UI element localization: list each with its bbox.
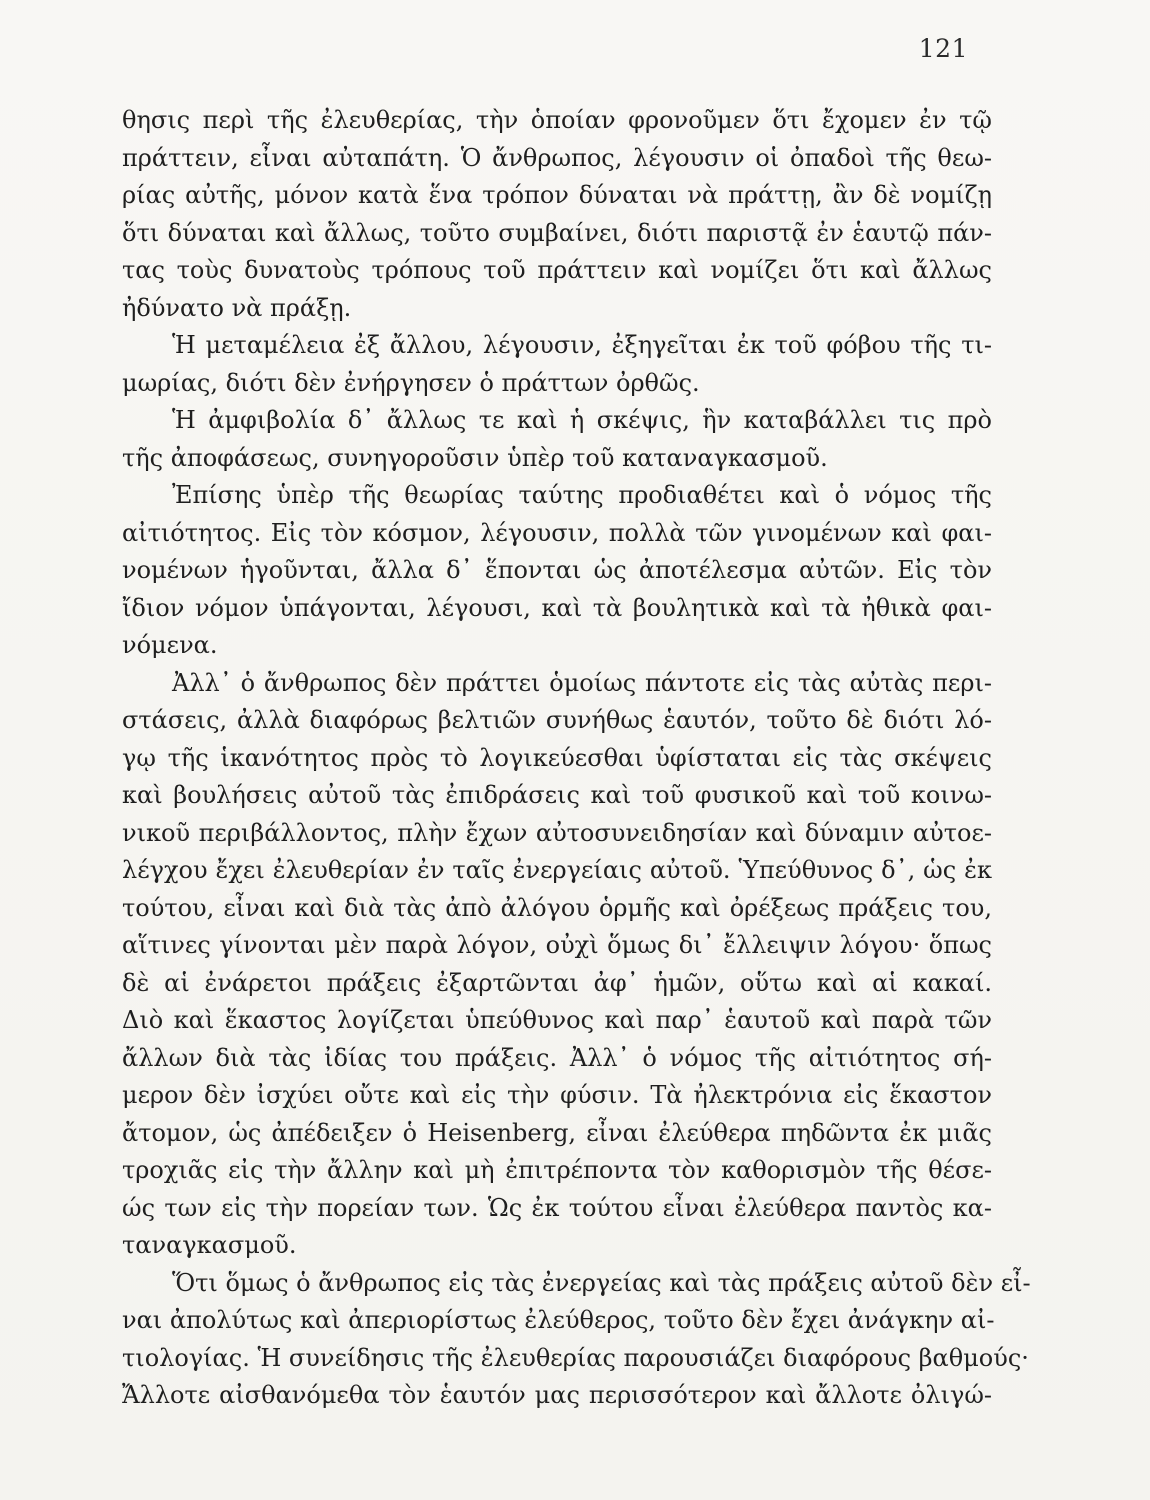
text-line: ὅτι δύναται καὶ ἄλλως, τοῦτο συμβαίνει, διότι παριστᾷ ἐν ἑαυτῷ πάν-	[122, 218, 992, 247]
text-line: πράττειν, εἶναι αὐταπάτη. Ὁ ἄνθρωπος, λέγουσιν οἱ ὀπαδοὶ τῆς θεω-	[122, 143, 992, 172]
text-line: γῳ τῆς ἱκανότητος πρὸς τὸ λογικεύεσθαι ὑφίσταται εἰς τὰς σκέψεις	[122, 743, 992, 772]
text-line: τῆς ἀποφάσεως, συνηγοροῦσιν ὑπὲρ τοῦ καταναγκασμοῦ.	[122, 443, 828, 472]
text-line: καὶ βουλήσεις αὐτοῦ τὰς ἐπιδράσεις καὶ τοῦ φυσικοῦ καὶ τοῦ κοινω-	[122, 781, 992, 809]
text-line: ἄλλων διὰ τὰς ἰδίας του πράξεις. Ἀλλ᾽ ὁ νόμος τῆς αἰτιότητος σή-	[122, 1043, 992, 1072]
text-line: τροχιᾶς εἰς τὴν ἄλλην καὶ μὴ ἐπιτρέποντα τὸν καθορισμὸν τῆς θέσε-	[122, 1156, 992, 1184]
text-line: Ἡ μεταμέλεια ἐξ ἄλλου, λέγουσιν, ἐξηγεῖται ἐκ τοῦ φόβου τῆς τι-	[172, 331, 992, 359]
text-line: νομένων ἡγοῦνται, ἄλλα δ᾽ ἕπονται ὡς ἀποτέλεσμα αὐτῶν. Εἰς τὸν	[122, 556, 992, 584]
text-line: δὲ αἱ ἐνάρετοι πράξεις ἐξαρτῶνται ἀφ᾽ ἡμῶν, οὕτω καὶ αἱ κακαί.	[122, 968, 992, 997]
page-number: 121	[918, 34, 968, 63]
text-line: στάσεις, ἀλλὰ διαφόρως βελτιῶν συνήθως ἑαυτόν, τοῦτο δὲ διότι λό-	[122, 706, 992, 734]
text-line: Ἡ ἀμφιβολία δ᾽ ἄλλως τε καὶ ἡ σκέψις, ἣν καταβάλλει τις πρὸ	[172, 406, 992, 434]
text-line: νόμενα.	[122, 631, 218, 659]
text-line: ώς των εἰς τὴν πορείαν των. Ὡς ἐκ τούτου εἶναι ἐλεύθερα παντὸς κα-	[122, 1193, 992, 1222]
text-line: Ὅτι ὅμως ὁ ἄνθρωπος εἰς τὰς ἐνεργείας καὶ τὰς πράξεις αὐτοῦ δὲν εἶ-	[172, 1268, 1031, 1297]
text-line: Ἄλλοτε αἰσθανόμεθα τὸν ἑαυτόν μας περισσότερον καὶ ἄλλοτε ὀλιγώ-	[122, 1381, 992, 1409]
text-line: ἄτομον, ὡς ἀπέδειξεν ὁ Heisenberg, εἶναι ἐλεύθερα πηδῶντα ἐκ μιᾶς	[122, 1118, 992, 1147]
text-line: τας τοὺς δυνατοὺς τρόπους τοῦ πράττειν καὶ νομίζει ὅτι καὶ ἄλλως	[122, 256, 992, 284]
text-line: ναι ἀπολύτως καὶ ἀπεριορίστως ἐλεύθερος, τοῦτο δὲν ἔχει ἀνάγκην αἰ-	[122, 1306, 995, 1334]
text-line: τούτου, εἶναι καὶ διὰ τὰς ἀπὸ ἀλόγου ὁρμῆς καὶ ὀρέξεως πράξεις του,	[122, 893, 992, 922]
text-line: μωρίας, διότι δὲν ἐνήργησεν ὁ πράττων ὀρθῶς.	[122, 368, 700, 397]
text-line: θησις περὶ τῆς ἐλευθερίας, τὴν ὁποίαν φρονοῦμεν ὅτι ἔχομεν ἐν τῷ	[122, 106, 992, 134]
body-text	[122, 102, 1031, 1415]
text-line: ἴδιον νόμον ὑπάγονται, λέγουσι, καὶ τὰ βουλητικὰ καὶ τὰ ἠθικὰ φαι-	[122, 593, 992, 622]
text-line: ταναγκασμοῦ.	[122, 1231, 297, 1259]
text-line: Διὸ καὶ ἕκαστος λογίζεται ὑπεύθυνος καὶ παρ᾽ ἑαυτοῦ καὶ παρὰ τῶν	[122, 1006, 992, 1034]
text-line: αἵτινες γίνονται μὲν παρὰ λόγον, οὐχὶ ὅμως δι᾽ ἔλλειψιν λόγου· ὅπως	[122, 931, 992, 959]
text-line: ρίας αὐτῆς, μόνον κατὰ ἕνα τρόπον δύναται νὰ πράττῃ, ἂν δὲ νομίζῃ	[122, 181, 992, 209]
text-line: ἠδύνατο νὰ πράξῃ.	[122, 293, 352, 322]
text-line: λέγχου ἔχει ἐλευθερίαν ἐν ταῖς ἐνεργείαις αὐτοῦ. Ὑπεύθυνος δ᾽, ὡς ἐκ	[122, 856, 992, 884]
text-line: αἰτιότητος. Εἰς τὸν κόσμον, λέγουσιν, πολλὰ τῶν γινομένων καὶ φαι-	[122, 518, 992, 547]
text-line: Ἀλλ᾽ ὁ ἄνθρωπος δὲν πράττει ὁμοίως πάντοτε εἰς τὰς αὐτὰς περι-	[172, 668, 992, 697]
text-line: νικοῦ περιβάλλοντος, πλὴν ἔχων αὐτοσυνειδησίαν καὶ δύναμιν αὐτοε-	[122, 818, 992, 847]
text-line: Ἐπίσης ὑπὲρ τῆς θεωρίας ταύτης προδιαθέτει καὶ ὁ νόμος τῆς	[172, 481, 992, 509]
text-line: τιολογίας. Ἡ συνείδησις τῆς ἐλευθερίας παρουσιάζει διαφόρους βαθμούς·	[122, 1343, 1029, 1372]
text-line: μερον δὲν ἰσχύει οὔτε καὶ εἰς τὴν φύσιν. Τὰ ἠλεκτρόνια εἰς ἕκαστον	[122, 1081, 992, 1109]
